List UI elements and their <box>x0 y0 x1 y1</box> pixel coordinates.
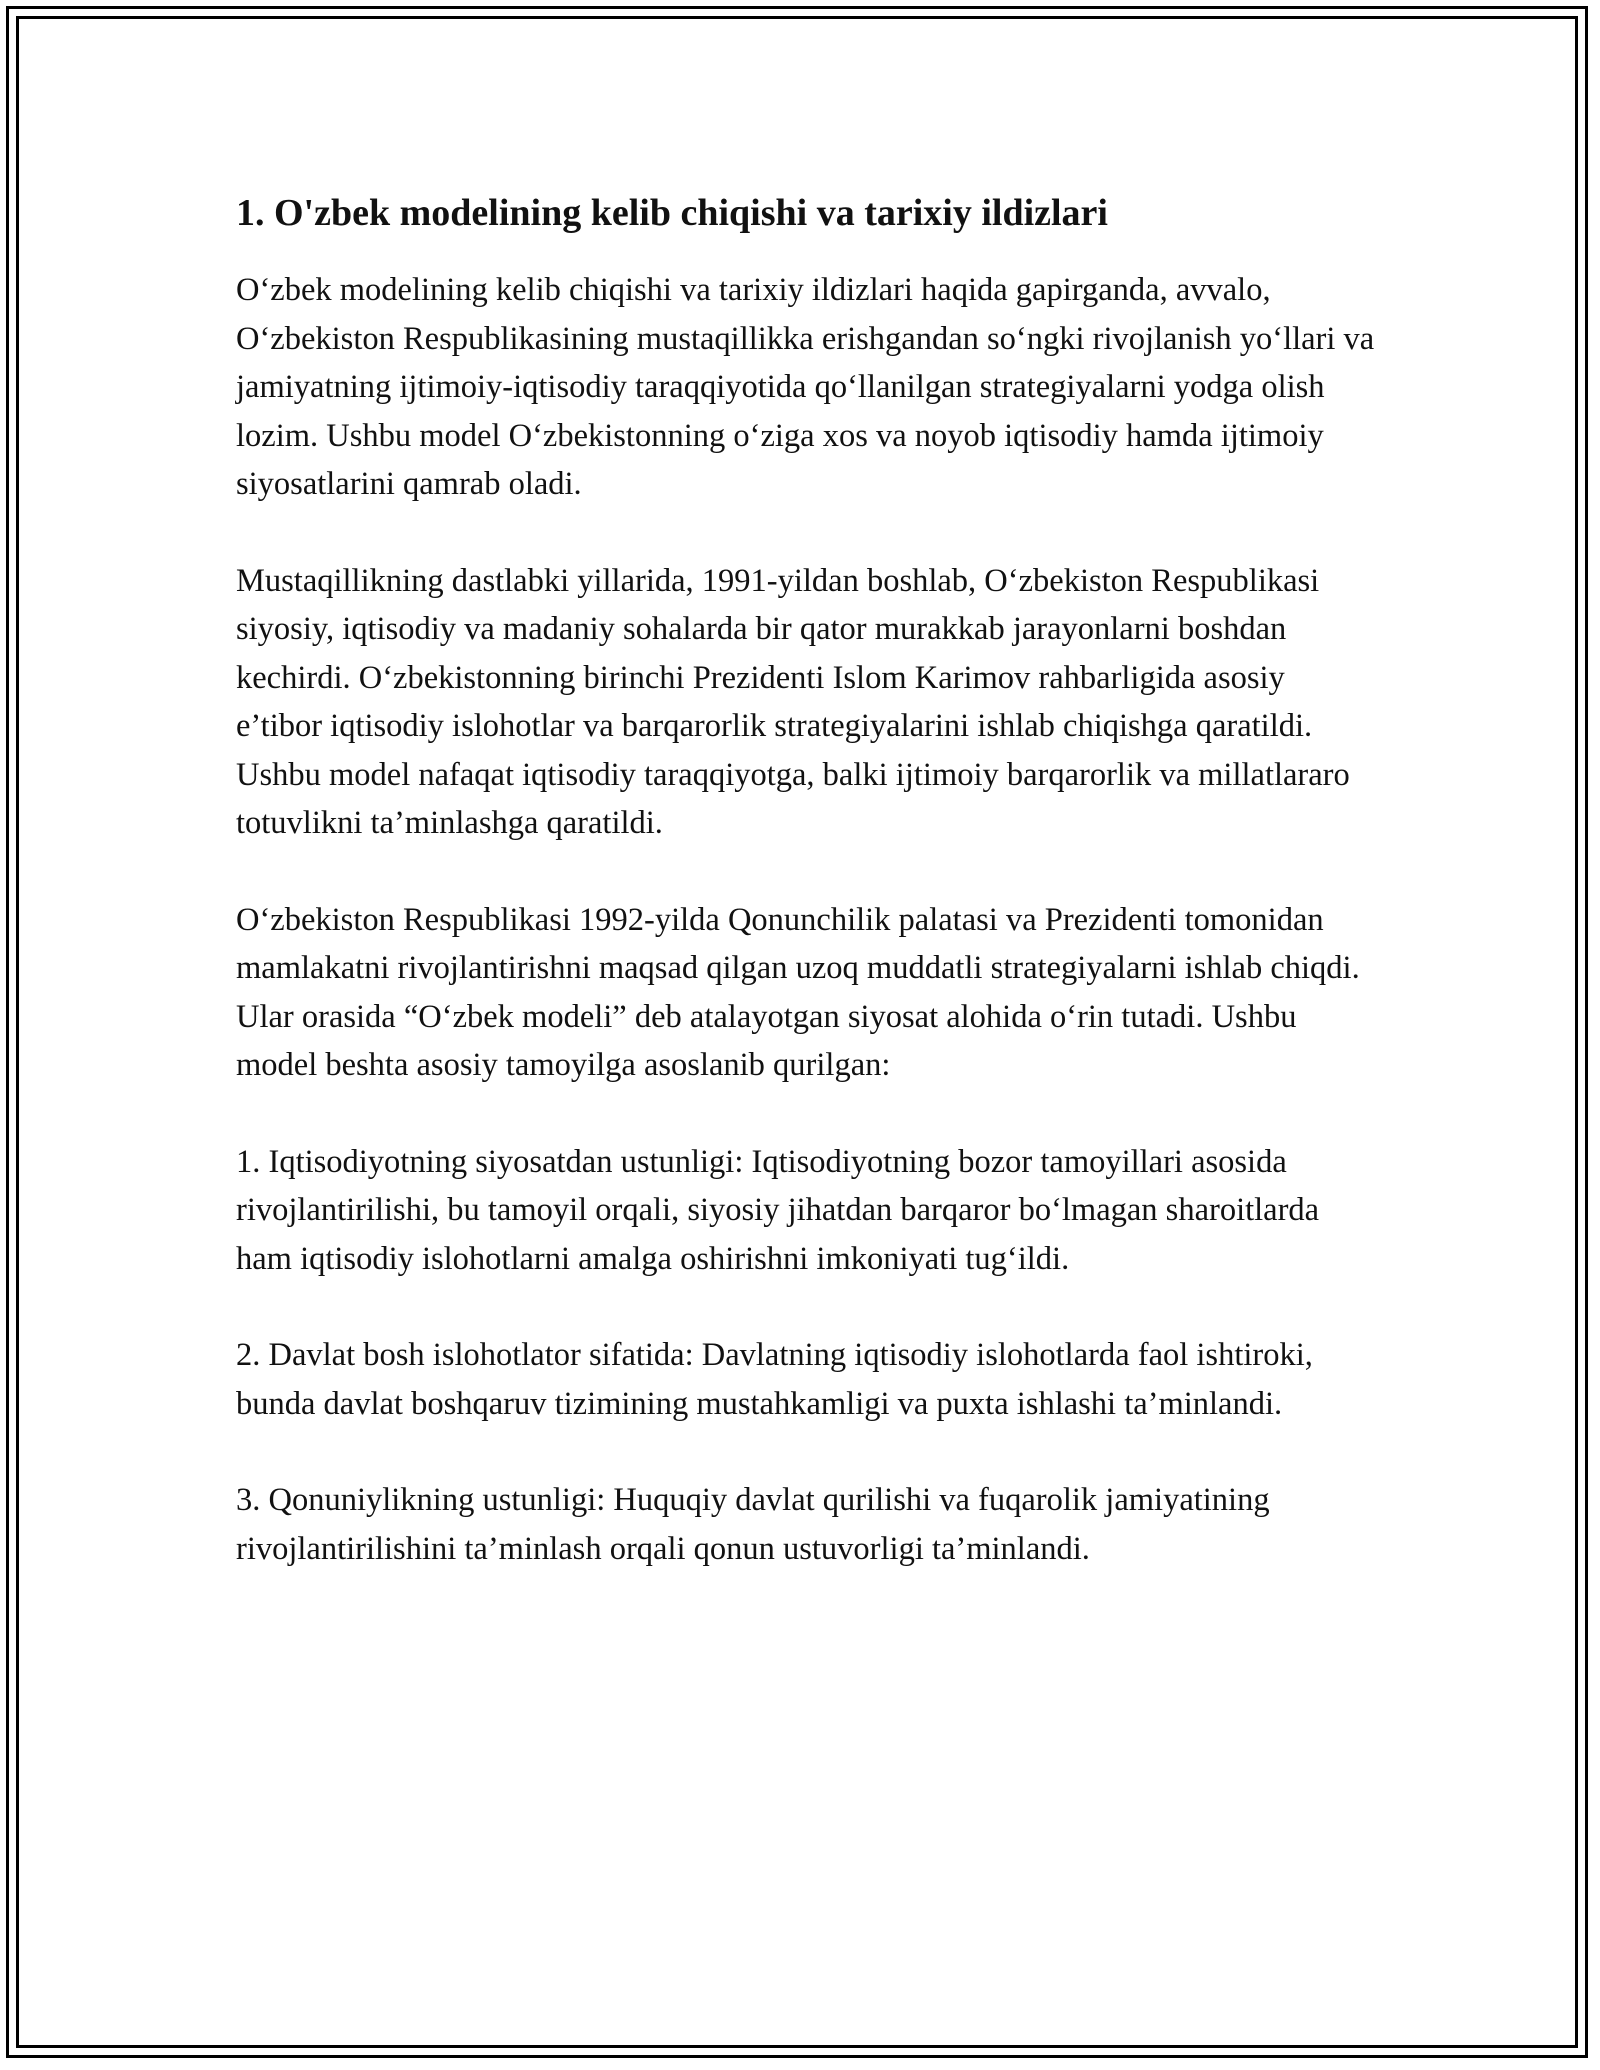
paragraph-independence: Mustaqillikning dastlabki yillarida, 1991-yildan boshlab, O‘zbekiston Respublikasi siyosiy, iqtisodiy va madaniy sohalarda bir qator murakkab jarayonlarni boshdan kechirdi. O‘zbekistonning birinchi Prezidenti Islom Karimov rahbarligida asosiy e’tibor iqtisodiy islohotlar va barqarorlik strategiyalarini ishlab chiqishga qaratildi. Ushbu model nafaqat iqtisodiy taraqqiyotga, balki ijtimoiy barqarorlik va millatlararo totuvlikni ta’minlashga qaratildi. <box>236 562 1350 841</box>
section-heading: 1. O'zbek modelining kelib chiqishi va tarixiy ildizlari <box>236 192 1108 234</box>
document-body <box>236 186 1376 1621</box>
paragraph-intro: O‘zbek modelining kelib chiqishi va tarixiy ildizlari haqida gapirganda, avvalo, O‘zbekiston Respublikasining mustaqillikka erishgandan so‘ngki rivojlanish yo‘llari va jamiyatning ijtimoiy-iqtisodiy taraqqiyotida qo‘llanilgan strategiyalarni yodga olish lozim. Ushbu model O‘zbekistonning o‘ziga xos va noyob iqtisodiy hamda ijtimoiy siyosatlarini qamrab oladi. <box>236 272 1375 502</box>
principle-3: 3. Qonuniylikning ustunligi: Huquqiy davlat qurilishi va fuqarolik jamiyatining rivojlantirilishini ta’minlash orqali qonun ustuvorligi ta’minlandi. <box>236 1482 1270 1567</box>
principle-2: 2. Davlat bosh islohotlator sifatida: Davlatning iqtisodiy islohotlarda faol ishtiroki, bunda davlat boshqaruv tizimining mustahkamligi va puxta ishlashi ta’minlandi. <box>236 1337 1313 1422</box>
paragraph-model: O‘zbekiston Respublikasi 1992-yilda Qonunchilik palatasi va Prezidenti tomonidan mamlakatni rivojlantirishni maqsad qilgan uzoq muddatli strategiyalarni ishlab chiqdi. Ular orasida “O‘zbek modeli” deb atalayotgan siyosat alohida o‘rin tutadi. Ushbu model beshta asosiy tamoyilga asoslanib qurilgan: <box>236 901 1360 1083</box>
principle-1: 1. Iqtisodiyotning siyosatdan ustunligi: Iqtisodiyotning bozor tamoyillari asosida rivojlantirilishi, bu tamoyil orqali, siyosiy jihatdan barqaror bo‘lmagan sharoitlarda ham iqtisodiy islohotlarni amalga oshirishni imkoniyati tug‘ildi. <box>236 1143 1320 1277</box>
